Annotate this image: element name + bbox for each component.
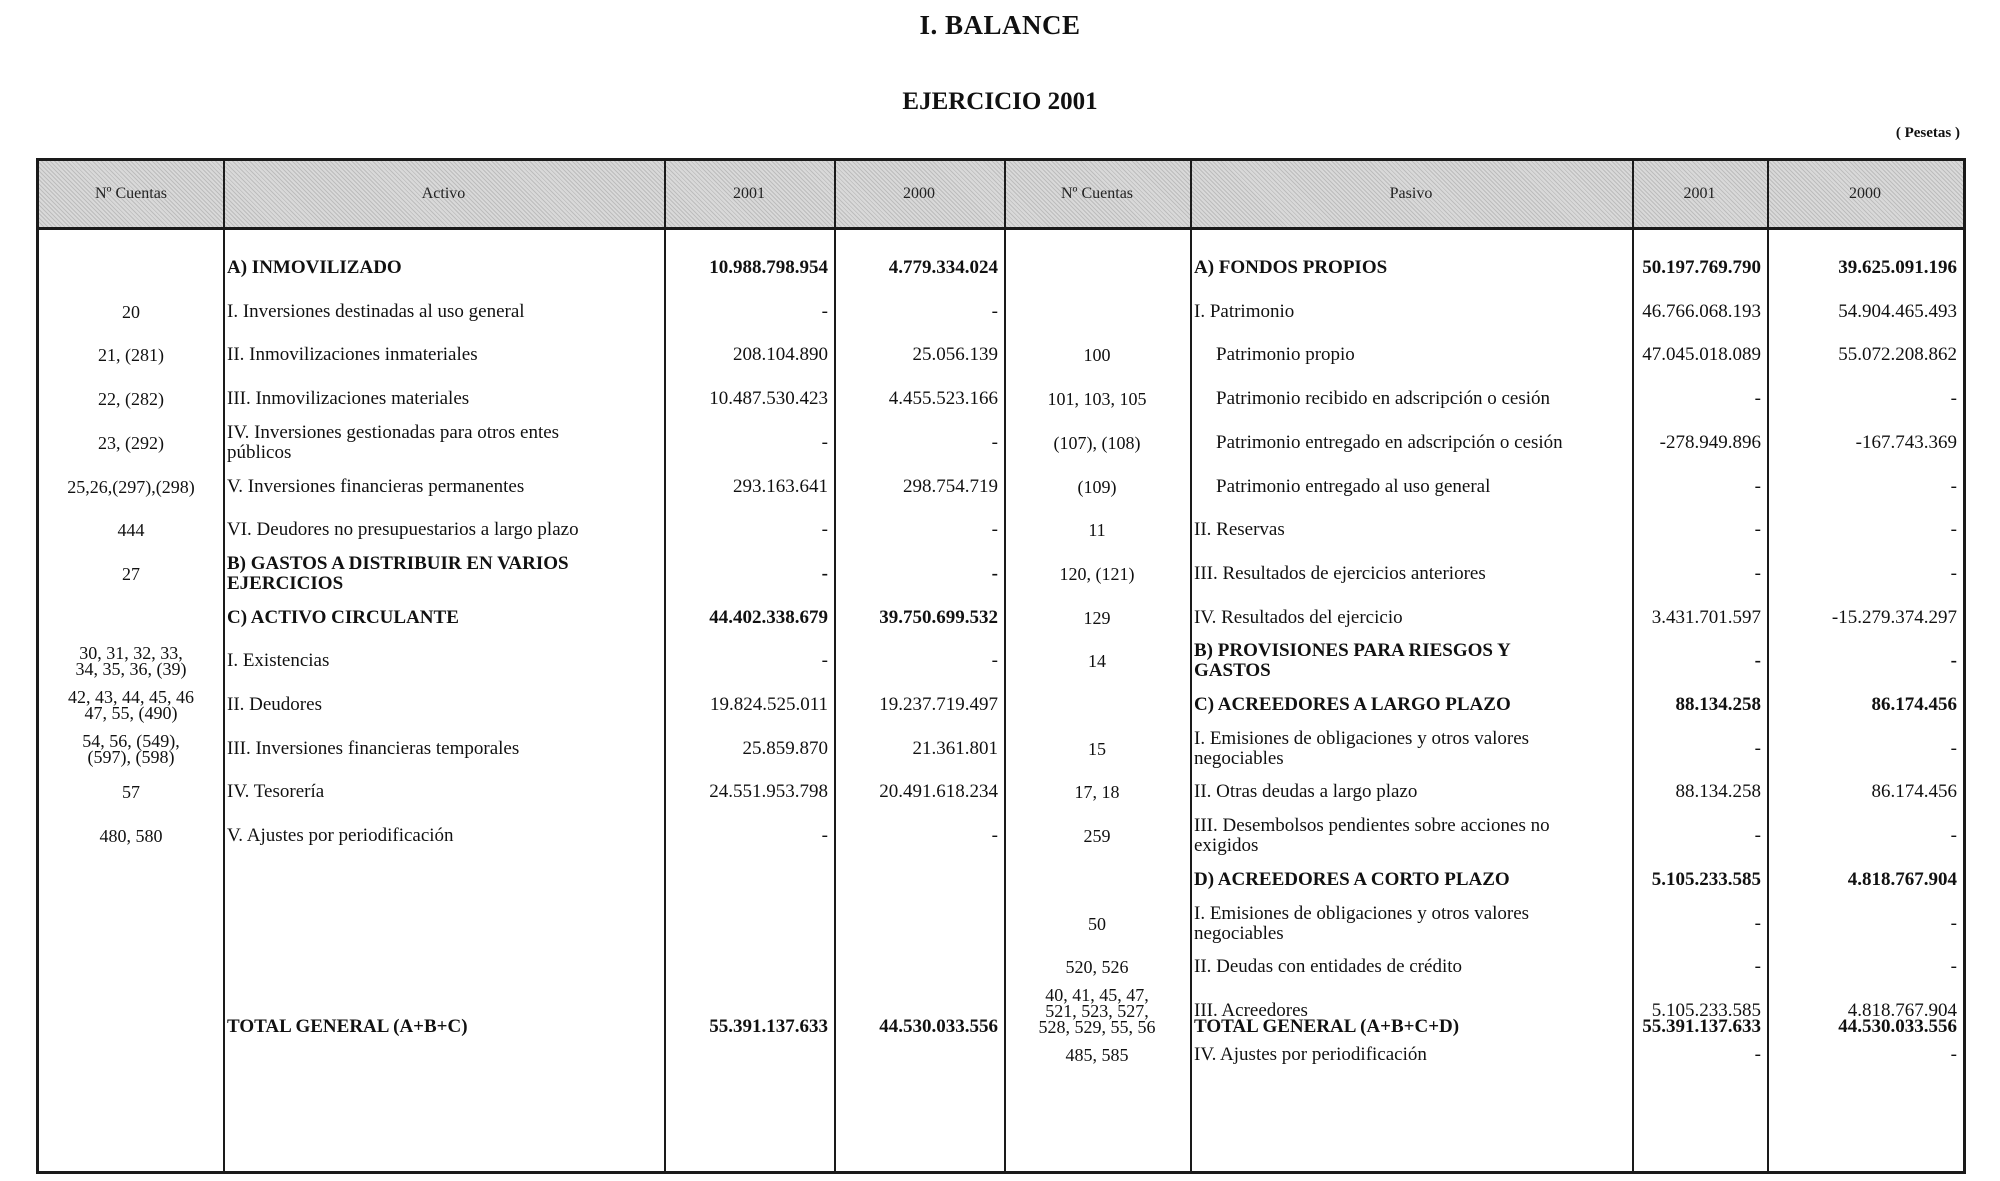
header-pasivo-2001: 2001 xyxy=(1683,185,1716,202)
pasivo-2000-cell: 4.818.767.904 xyxy=(1847,868,1957,890)
pasivo-2001-cell: - xyxy=(1754,562,1761,584)
activo-2001-cell: - xyxy=(821,519,828,541)
activo-2001-cell: 208.104.890 xyxy=(733,344,828,366)
table-row xyxy=(39,683,1963,727)
cuentas-pasivo-cell: 259 xyxy=(1083,826,1111,847)
activo-concept-cell: TOTAL GENERAL (A+B+C) xyxy=(227,1016,468,1037)
pasivo-2001-cell: - xyxy=(1754,475,1761,497)
cuentas-activo-cell xyxy=(39,945,223,989)
activo-2000-cell: - xyxy=(991,825,998,847)
activo-2001-cell: 10.487.530.423 xyxy=(709,388,828,410)
table-row xyxy=(39,902,1963,946)
table-row xyxy=(39,421,1963,465)
cuentas-pasivo-cell: 129 xyxy=(1083,607,1111,628)
table-header xyxy=(39,161,1963,230)
pasivo-concept-cell: Patrimonio propio xyxy=(1216,344,1355,366)
pasivo-2000-cell: - xyxy=(1950,475,1957,497)
activo-2001-cell: 55.391.137.633 xyxy=(709,1016,828,1037)
pasivo-2000-cell: - xyxy=(1950,650,1957,672)
table-row xyxy=(39,814,1963,858)
activo-2001-cell: 24.551.953.798 xyxy=(709,781,828,803)
cuentas-pasivo-cell: 50 xyxy=(1088,913,1106,934)
pasivo-2001-cell: - xyxy=(1754,388,1761,410)
activo-2001-cell xyxy=(664,858,834,902)
pasivo-2000-cell: - xyxy=(1950,912,1957,934)
table-row xyxy=(39,639,1963,683)
pasivo-2001-cell: 5.105.233.585 xyxy=(1651,868,1761,890)
pasivo-concept-cell: A) FONDOS PROPIOS xyxy=(1194,257,1388,278)
pasivo-2000-cell: 4.818.767.904 xyxy=(1847,999,1957,1021)
cuentas-activo-cell: 22, (282) xyxy=(98,389,164,410)
activo-2000-cell: - xyxy=(991,519,998,541)
pasivo-2000-cell: 86.174.456 xyxy=(1871,694,1957,715)
activo-concept-cell xyxy=(223,902,664,946)
pasivo-concept-cell: III. Resultados de ejercicios anteriores xyxy=(1194,562,1486,584)
activo-2001-cell: 25.859.870 xyxy=(742,737,828,759)
activo-concept-cell: C) ACTIVO CIRCULANTE xyxy=(227,606,459,628)
pasivo-2001-cell: - xyxy=(1754,825,1761,847)
pasivo-2000-cell: - xyxy=(1950,1043,1957,1065)
cuentas-pasivo-cell: 15 xyxy=(1088,738,1106,759)
table-row xyxy=(39,377,1963,421)
cuentas-activo-cell xyxy=(39,902,223,946)
activo-2000-cell: 25.056.139 xyxy=(912,344,998,366)
total-row xyxy=(39,1005,1963,1049)
pasivo-2001-cell: - xyxy=(1754,650,1761,672)
cuentas-activo-cell: 42, 43, 44, 45, 46 47, 55, (490) xyxy=(68,687,194,723)
pasivo-2001-cell: 55.391.137.633 xyxy=(1642,1016,1761,1037)
activo-concept-cell: III. Inmovilizaciones materiales xyxy=(227,388,470,410)
activo-2000-cell: 44.530.033.556 xyxy=(879,1016,998,1037)
pasivo-2001-cell: 46.766.068.193 xyxy=(1642,300,1761,322)
activo-2000-cell: 298.754.719 xyxy=(903,475,998,497)
cuentas-activo-cell: 20 xyxy=(122,301,140,322)
cuentas-activo-cell: 23, (292) xyxy=(98,432,164,453)
pasivo-2001-cell: 5.105.233.585 xyxy=(1651,999,1761,1021)
pasivo-concept-cell: II. Deudas con entidades de crédito xyxy=(1194,956,1463,978)
fiscal-year-heading: EJERCICIO 2001 xyxy=(902,88,1098,115)
cuentas-pasivo-cell: 101, 103, 105 xyxy=(1047,389,1147,410)
activo-2000-cell: 4.779.334.024 xyxy=(888,257,998,278)
activo-concept-cell: IV. Inversiones gestionadas para otros entes públicos xyxy=(227,421,560,463)
table-row xyxy=(39,596,1963,640)
cuentas-activo-cell xyxy=(39,246,223,290)
pasivo-2000-cell: 44.530.033.556 xyxy=(1838,1016,1957,1037)
activo-concept-cell: III. Inversiones financieras temporales xyxy=(227,737,520,759)
activo-2001-cell: - xyxy=(821,650,828,672)
table-row xyxy=(39,858,1963,902)
cuentas-activo-cell: 27 xyxy=(122,563,140,584)
activo-concept-cell: I. Inversiones destinadas al uso general xyxy=(227,300,525,322)
table-row xyxy=(39,465,1963,509)
pasivo-2000-cell: 86.174.456 xyxy=(1871,781,1957,803)
pasivo-concept-cell: II. Otras deudas a largo plazo xyxy=(1194,781,1418,803)
activo-concept-cell: VI. Deudores no presupuestarios a largo plazo xyxy=(227,519,579,541)
activo-2000-cell: 20.491.618.234 xyxy=(879,781,998,803)
cuentas-pasivo-cell: 520, 526 xyxy=(1065,957,1129,978)
pasivo-2000-cell: -15.279.374.297 xyxy=(1831,606,1957,628)
cuentas-pasivo-cell: (109) xyxy=(1077,476,1117,497)
pasivo-2000-cell: 39.625.091.196 xyxy=(1838,257,1957,278)
activo-2000-cell xyxy=(834,858,1004,902)
currency-units-label: ( Pesetas ) xyxy=(1895,125,1960,141)
header-activo-2001: 2001 xyxy=(733,185,765,202)
pasivo-2000-cell: 54.904.465.493 xyxy=(1838,300,1957,322)
activo-2000-cell xyxy=(834,902,1004,946)
table-row xyxy=(39,246,1963,290)
table-row xyxy=(39,508,1963,552)
activo-2001-cell: 293.163.641 xyxy=(733,475,828,497)
activo-2000-cell: 19.237.719.497 xyxy=(879,694,998,715)
pasivo-concept-cell: II. Reservas xyxy=(1194,519,1285,541)
pasivo-2001-cell: 3.431.701.597 xyxy=(1651,606,1761,628)
activo-concept-cell: IV. Tesorería xyxy=(227,781,325,803)
pasivo-concept-cell: I. Patrimonio xyxy=(1194,300,1295,322)
cuentas-activo-cell: 57 xyxy=(122,782,140,803)
activo-2000-cell: - xyxy=(991,300,998,322)
header-activo-2000: 2000 xyxy=(903,185,935,202)
table-row xyxy=(39,333,1963,377)
activo-2000-cell: - xyxy=(991,431,998,453)
pasivo-2001-cell: - xyxy=(1754,1043,1761,1065)
cuentas-activo-cell: 480, 580 xyxy=(99,826,163,847)
cuentas-pasivo-cell xyxy=(1004,858,1190,902)
pasivo-concept-cell: Patrimonio recibido en adscripción o cesión xyxy=(1216,388,1550,410)
cuentas-activo-cell: 30, 31, 32, 33, 34, 35, 36, (39) xyxy=(75,643,187,680)
header-pasivo: Pasivo xyxy=(1389,185,1433,202)
pasivo-concept-cell: I. Emisiones de obligaciones y otros valores negociables xyxy=(1194,902,1530,944)
pasivo-2001-cell: 88.134.258 xyxy=(1675,694,1761,715)
activo-concept-cell: V. Inversiones financieras permanentes xyxy=(227,475,525,497)
table-row xyxy=(39,552,1963,596)
activo-concept-cell xyxy=(223,858,664,902)
cuentas-pasivo-cell: (107), (108) xyxy=(1053,432,1141,453)
cuentas-pasivo-cell xyxy=(1004,290,1190,334)
pasivo-2001-cell: - xyxy=(1754,737,1761,759)
pasivo-concept-cell: D) ACREEDORES A CORTO PLAZO xyxy=(1194,868,1510,890)
activo-2000-cell: - xyxy=(991,562,998,584)
activo-2001-cell: - xyxy=(821,431,828,453)
activo-2000-cell: 39.750.699.532 xyxy=(879,606,998,628)
activo-concept-cell: B) GASTOS A DISTRIBUIR EN VARIOS EJERCICIOS xyxy=(227,552,569,594)
pasivo-2000-cell: - xyxy=(1950,388,1957,410)
header-cuentas-left: Nº Cuentas xyxy=(94,185,168,202)
pasivo-2000-cell: - xyxy=(1950,519,1957,541)
pasivo-concept-cell: III. Desembolsos pendientes sobre acciones no exigidos xyxy=(1194,815,1550,857)
pasivo-concept-cell: III. Acreedores xyxy=(1194,999,1308,1021)
pasivo-concept-cell: IV. Ajustes por periodificación xyxy=(1194,1043,1427,1065)
activo-2000-cell: - xyxy=(991,650,998,672)
cuentas-activo-cell xyxy=(39,1005,223,1049)
cuentas-pasivo-cell: 14 xyxy=(1088,651,1106,672)
table-row xyxy=(39,945,1963,989)
pasivo-2000-cell: - xyxy=(1950,562,1957,584)
activo-concept-cell: A) INMOVILIZADO xyxy=(227,257,402,278)
pasivo-concept-cell: I. Emisiones de obligaciones y otros valores negociables xyxy=(1194,727,1530,769)
cuentas-pasivo-cell xyxy=(1004,1005,1190,1049)
activo-2001-cell: - xyxy=(821,562,828,584)
cuentas-activo-cell: 54, 56, (549), (597), (598) xyxy=(82,730,180,767)
pasivo-2000-cell: - xyxy=(1950,956,1957,978)
header-activo: Activo xyxy=(421,185,466,202)
table-row xyxy=(39,290,1963,334)
activo-2001-cell: 44.402.338.679 xyxy=(709,606,828,628)
cuentas-pasivo-cell: 120, (121) xyxy=(1059,563,1135,584)
activo-concept-cell: II. Deudores xyxy=(227,694,322,715)
activo-2000-cell: 21.361.801 xyxy=(912,737,998,759)
pasivo-2001-cell: 47.045.018.089 xyxy=(1642,344,1761,366)
cuentas-activo-cell: 444 xyxy=(117,520,145,541)
header-pasivo-2000: 2000 xyxy=(1849,185,1881,202)
table-row xyxy=(39,770,1963,814)
pasivo-2000-cell: -167.743.369 xyxy=(1855,431,1957,453)
cuentas-activo-cell: 25,26,(297),(298) xyxy=(67,476,195,497)
cuentas-pasivo-cell: 40, 41, 45, 47, 521, 523, 527, 528, 529, 55, 56 xyxy=(1038,984,1156,1037)
activo-concept-cell: I. Existencias xyxy=(227,650,330,672)
activo-concept-cell: V. Ajustes por periodificación xyxy=(227,825,454,847)
pasivo-concept-cell: Patrimonio entregado al uso general xyxy=(1216,475,1491,497)
cuentas-pasivo-cell: 485, 585 xyxy=(1065,1044,1129,1065)
cuentas-activo-cell xyxy=(39,858,223,902)
pasivo-2001-cell: -278.949.896 xyxy=(1659,431,1761,453)
pasivo-2000-cell: - xyxy=(1950,737,1957,759)
pasivo-concept-cell: B) PROVISIONES PARA RIESGOS Y GASTOS xyxy=(1194,640,1511,682)
activo-2001-cell: - xyxy=(821,825,828,847)
activo-2000-cell: 4.455.523.166 xyxy=(888,388,998,410)
activo-2001-cell: - xyxy=(821,300,828,322)
cuentas-pasivo-cell: 17, 18 xyxy=(1074,782,1120,803)
cuentas-pasivo-cell: 11 xyxy=(1088,520,1106,541)
document-title: I. BALANCE xyxy=(919,10,1081,40)
pasivo-2001-cell: 50.197.769.790 xyxy=(1642,257,1761,278)
pasivo-2001-cell: 88.134.258 xyxy=(1675,781,1761,803)
cuentas-pasivo-cell xyxy=(1004,683,1190,727)
table-row xyxy=(39,727,1963,771)
pasivo-concept-cell: C) ACREEDORES A LARGO PLAZO xyxy=(1194,694,1511,715)
pasivo-2000-cell: - xyxy=(1950,825,1957,847)
pasivo-2001-cell: - xyxy=(1754,956,1761,978)
pasivo-concept-cell: TOTAL GENERAL (A+B+C+D) xyxy=(1194,1016,1460,1037)
cuentas-activo-cell xyxy=(39,596,223,640)
activo-2001-cell xyxy=(664,902,834,946)
cuentas-pasivo-cell: 100 xyxy=(1083,345,1111,366)
cuentas-pasivo-cell xyxy=(1004,246,1190,290)
pasivo-2001-cell: - xyxy=(1754,519,1761,541)
activo-concept-cell xyxy=(223,945,664,989)
activo-2001-cell: 19.824.525.011 xyxy=(709,694,828,715)
balance-sheet-table xyxy=(36,158,1966,1174)
activo-concept-cell: II. Inmovilizaciones inmateriales xyxy=(227,344,478,366)
pasivo-2001-cell: - xyxy=(1754,912,1761,934)
header-cuentas-right: Nº Cuentas xyxy=(1060,185,1134,202)
activo-2000-cell xyxy=(834,945,1004,989)
cuentas-activo-cell: 21, (281) xyxy=(98,345,164,366)
activo-2001-cell: 10.988.798.954 xyxy=(709,257,828,278)
pasivo-concept-cell: Patrimonio entregado en adscripción o cesión xyxy=(1216,431,1563,453)
activo-2001-cell xyxy=(664,945,834,989)
pasivo-concept-cell: IV. Resultados del ejercicio xyxy=(1194,606,1403,628)
pasivo-2000-cell: 55.072.208.862 xyxy=(1838,344,1957,366)
